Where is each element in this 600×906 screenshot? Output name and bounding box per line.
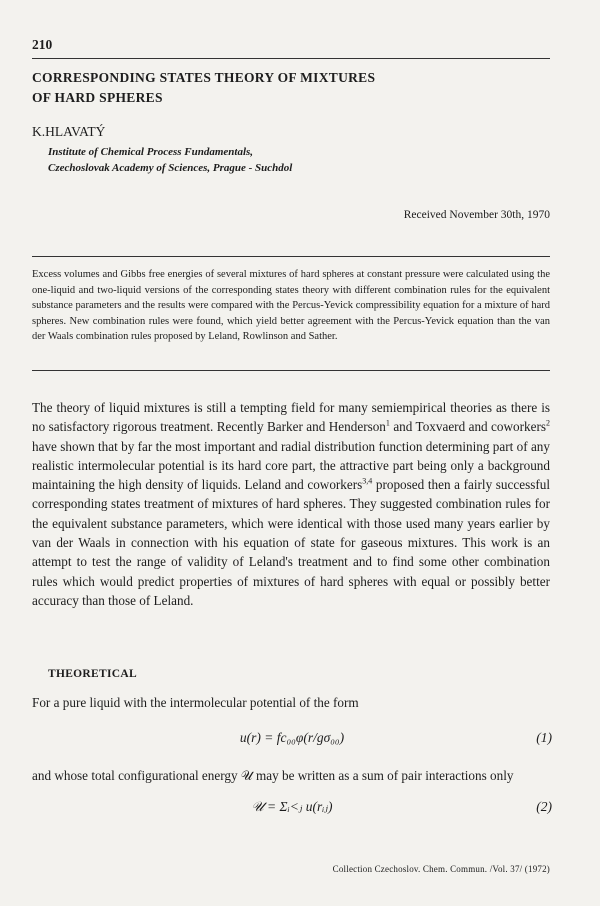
reference-3-4: 3,4: [362, 476, 373, 486]
abstract-bottom-rule: [32, 370, 550, 371]
theory-paragraph-1: For a pure liquid with the intermolecular potential of the form: [32, 695, 359, 710]
abstract: Excess volumes and Gibbs free energies of several mixtures of hard spheres at constant pressure were calculated using the one-liquid and two-liquid versions of the corresponding states theory with different combination rules for the equivalent substance parameters and the results were compared with the Percus-Yevick compressibility equation for a mixture of hard spheres. New combination rules were found, which yield better agreement with the Percus-Yevick equation than the van der Waals combination rules proposed by Leland, Rowlinson and Sather.: [32, 269, 550, 342]
reference-1: 1: [385, 418, 390, 428]
affiliation-line-1: Institute of Chemical Process Fundamentals,: [48, 146, 254, 158]
title-line-2: OF HARD SPHERES: [32, 90, 163, 105]
equation-2-number: (2): [536, 799, 552, 814]
journal-footer: Collection Czechoslov. Chem. Commun. /Vol. 37/ (1972): [332, 864, 550, 874]
equation-1-formula: u(r) = fc₀₀φ(r/gσ₀₀): [239, 730, 345, 745]
equation-2-formula: 𝒰 = Σᵢ<ⱼ u(rᵢⱼ): [251, 799, 333, 814]
equation-2: [32, 799, 552, 821]
article-title: [32, 68, 552, 108]
affiliation: [48, 144, 548, 176]
intro-text-part-1: The theory of liquid mixtures is still a tempting field for many semiempirical theories as there is no satisfactory rigorous treatment. Recently Barker and Henderson: [32, 400, 550, 435]
header-rule: [32, 58, 550, 59]
equation-1-number: (1): [536, 730, 552, 745]
intro-text-part-4: proposed then a fairly successful corresponding states treatment of mixtures of hard spheres. They suggested combination rules for the equivalent substance parameters, which were identical with those used many years earlier by van der Waals in connection with his equation of state for gaseous mixtures. This work is an attempt to test the range of validity of Leland's treatment and to find some other combination rules which would predict properties of mixtures of hard spheres with equal or possibly better accuracy than those of Leland.: [32, 477, 550, 608]
intro-text-part-2: and Toxvaerd and coworkers: [389, 419, 546, 435]
equation-1: [32, 730, 552, 752]
introduction-paragraph: [32, 398, 550, 610]
section-heading: THEORETICAL: [48, 668, 137, 680]
author: K.HLAVATÝ: [32, 124, 106, 139]
affiliation-line-2: Czechoslovak Academy of Sciences, Prague - Suchdol: [48, 162, 293, 174]
page-number: 210: [32, 37, 53, 52]
received-date: Received November 30th, 1970: [403, 209, 550, 221]
reference-2: 2: [545, 418, 550, 428]
intro-text-part-3: have shown that by far the most important and radial distribution function determining part of any realistic intermolecular potential is its hard core part, the attractive part being only a background maintaining the high density of liquids. Leland and coworkers: [32, 438, 550, 493]
title-line-1: CORRESPONDING STATES THEORY OF MIXTURES: [32, 70, 376, 85]
abstract-top-rule: [32, 256, 550, 257]
theory-paragraph-2: and whose total configurational energy 𝒰 may be written as a sum of pair interactions only: [32, 768, 514, 783]
